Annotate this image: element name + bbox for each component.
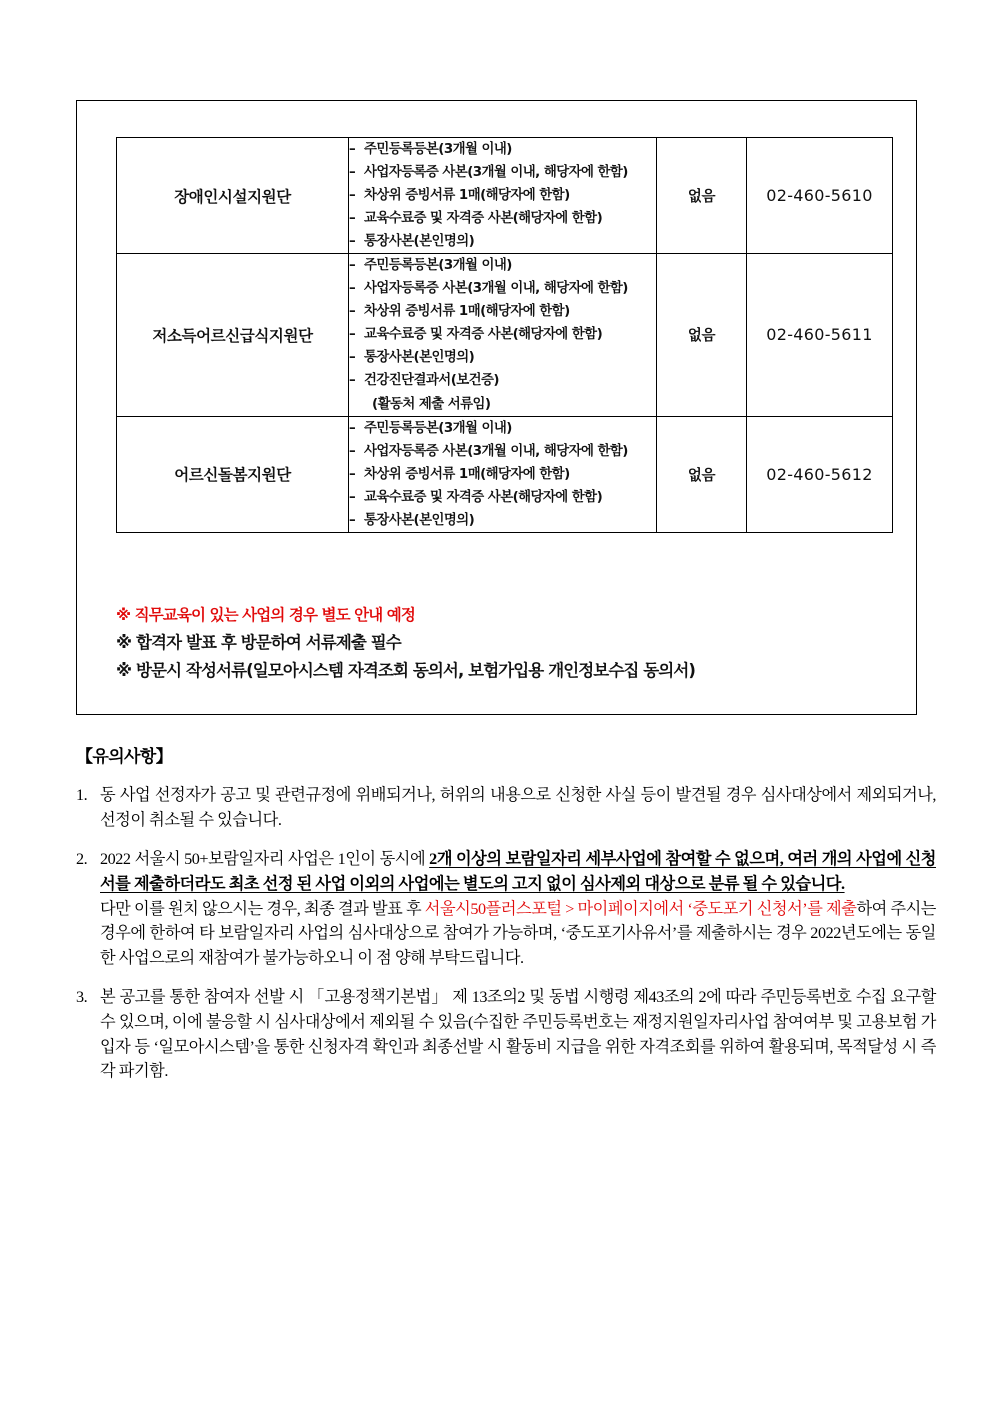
organization-name: 저소득어르신급식지원단 — [117, 254, 349, 416]
dash-icon: – — [349, 420, 356, 436]
dash-icon: – — [349, 466, 356, 482]
item-number: 1. — [76, 786, 88, 804]
bordered-content-box — [76, 100, 917, 715]
item-text: 동 사업 선정자가 공고 및 관련규정에 위배되거나, 허위의 내용으로 신청한 사실 등이 발견될 경우 심사대상에서 제외되거나, 선정이 취소될 수 있습니다. — [100, 786, 936, 829]
document-label: 교육수료증 및 자격증 사본(해당자에 한함) — [364, 489, 603, 505]
dash-icon: – — [349, 142, 356, 157]
organization-name: 장애인시설지원단 — [117, 138, 349, 254]
dash-icon: – — [349, 512, 356, 528]
document-label: 차상위 증빙서류 1매(해당자에 한함) — [364, 304, 570, 320]
table-row — [117, 138, 893, 254]
item-text-plain: 2022 서울시 50+보람일자리 사업은 1인이 동시에 — [100, 850, 430, 869]
document-label: 주민등록등본(3개월 이내) — [364, 258, 512, 274]
dash-icon: – — [349, 304, 356, 320]
dash-icon: – — [349, 211, 356, 227]
notice-section — [76, 742, 936, 1099]
subtext-red-link: 서울시50플러스포털 > 마이페이지에서 ‘중도포기 신청서’를 제출 — [424, 899, 857, 918]
dash-icon: – — [349, 327, 356, 343]
document-label: 주민등록등본(3개월 이내) — [364, 142, 512, 157]
item-text: 본 공고를 통한 참여자 선발 시 「고용정책기본법」 제 13조의2 및 동법 시행령 제43조의 2에 따라 주민등록번호 수집 요구할 수 있으며, 이에 불응할 시 심사대상에서 제외될 수 있음(수집한 주민등록번호는 재정지원일자리사업 참여여부 및 고용보험 가입자 등 ‘일모아시스템’을 통한 신청자격 확인과 최종선발 시 활동비 지급을 위한 자격조회를 위하여 활용되며, 목적달성 시 즉각 파기함. — [100, 988, 936, 1081]
list-item — [349, 346, 656, 369]
document-label: 교육수료증 및 자격증 사본(해당자에 한함) — [364, 327, 603, 343]
table-row — [117, 254, 893, 416]
phone-number: 02-460-5610 — [747, 138, 893, 254]
list-item — [349, 300, 656, 323]
list-item — [349, 417, 656, 440]
item-text-emphasis: 2개 이상의 보람일자리 세부사업에 참여할 수 없으며, 여러 개의 사업에 신청서를 제출하더라도 최초 선정 된 사업 이외의 사업에는 별도의 고지 없이 심사제외 대상으로 분류 될 수 있습니다. — [100, 850, 936, 893]
document-label: 교육수료증 및 자격증 사본(해당자에 한함) — [364, 211, 603, 227]
fee-value: 없음 — [657, 254, 747, 416]
item-text — [100, 847, 936, 896]
item-number: 3. — [76, 988, 88, 1007]
dash-icon: – — [349, 165, 356, 181]
list-item — [349, 277, 656, 300]
item-number: 2. — [76, 850, 88, 869]
dash-icon: – — [349, 281, 356, 297]
table-row — [117, 416, 893, 532]
dash-icon: – — [349, 489, 356, 505]
list-item-continuation: (활동처 제출 서류임) — [372, 396, 491, 412]
list-item — [349, 161, 656, 184]
document-label: 사업자등록증 사본(3개월 이내, 해당자에 한함) — [364, 443, 628, 459]
note-line-3: ※ 방문시 작성서류(일모아시스템 자격조회 동의서, 보험가입용 개인정보수집 동의서) — [116, 661, 696, 681]
required-documents-table — [116, 137, 893, 533]
dash-icon: – — [349, 258, 356, 274]
required-documents-list — [349, 254, 657, 416]
document-label: 사업자등록증 사본(3개월 이내, 해당자에 한함) — [364, 165, 628, 181]
document-label: 건강진단결과서(보건증) — [364, 373, 499, 389]
phone-number: 02-460-5612 — [747, 416, 893, 532]
document-label: 통장사본(본인명의) — [364, 350, 475, 366]
required-documents-list — [349, 138, 657, 254]
notice-item-2 — [76, 847, 936, 970]
list-item — [349, 254, 656, 277]
notice-item-3 — [76, 985, 936, 1084]
document-label: 통장사본(본인명의) — [364, 234, 475, 250]
notice-title: 【유의사항】 — [76, 747, 173, 766]
phone-number: 02-460-5611 — [747, 254, 893, 416]
item-subtext — [100, 897, 936, 971]
list-item — [349, 184, 656, 207]
fee-value: 없음 — [657, 138, 747, 254]
document-label: 차상위 증빙서류 1매(해당자에 한함) — [364, 466, 570, 482]
note-line-1: ※ 직무교육이 있는 사업의 경우 별도 안내 예정 — [116, 606, 415, 624]
list-item — [349, 369, 656, 392]
dash-icon: – — [349, 373, 356, 389]
required-documents-list — [349, 416, 657, 532]
list-item — [349, 509, 656, 532]
organization-name: 어르신돌봄지원단 — [117, 416, 349, 532]
document-label: 주민등록등본(3개월 이내) — [364, 420, 512, 436]
list-item — [349, 138, 656, 161]
subtext-plain-1: 다만 이를 원치 않으시는 경우, 최종 결과 발표 후 — [100, 899, 425, 918]
dash-icon: – — [349, 443, 356, 459]
list-item — [349, 463, 656, 486]
list-item — [349, 230, 656, 253]
list-item — [349, 323, 656, 346]
fee-value: 없음 — [657, 416, 747, 532]
note-line-2: ※ 합격자 발표 후 방문하여 서류제출 필수 — [116, 632, 401, 652]
document-label: 통장사본(본인명의) — [364, 512, 475, 528]
subtext-plain-2: 하여 주시는 경우에 한하여 타 보람일자리 사업의 심사대상으로 참여가 가능하며, ‘중도포기사유서’를 제출하시는 경우 2022년도에는 동일한 사업으로의 재참여가 불가능하오니 이 점 양해 부탁드립니다. — [100, 899, 936, 967]
dash-icon: – — [349, 234, 356, 250]
dash-icon: – — [349, 188, 356, 204]
notice-item-1 — [76, 783, 936, 832]
list-item — [349, 207, 656, 230]
document-label: 사업자등록증 사본(3개월 이내, 해당자에 한함) — [364, 281, 628, 297]
asterisk-notes — [116, 602, 906, 685]
document-label: 차상위 증빙서류 1매(해당자에 한함) — [364, 188, 570, 204]
dash-icon: – — [349, 350, 356, 366]
list-item — [349, 486, 656, 509]
list-item — [349, 440, 656, 463]
